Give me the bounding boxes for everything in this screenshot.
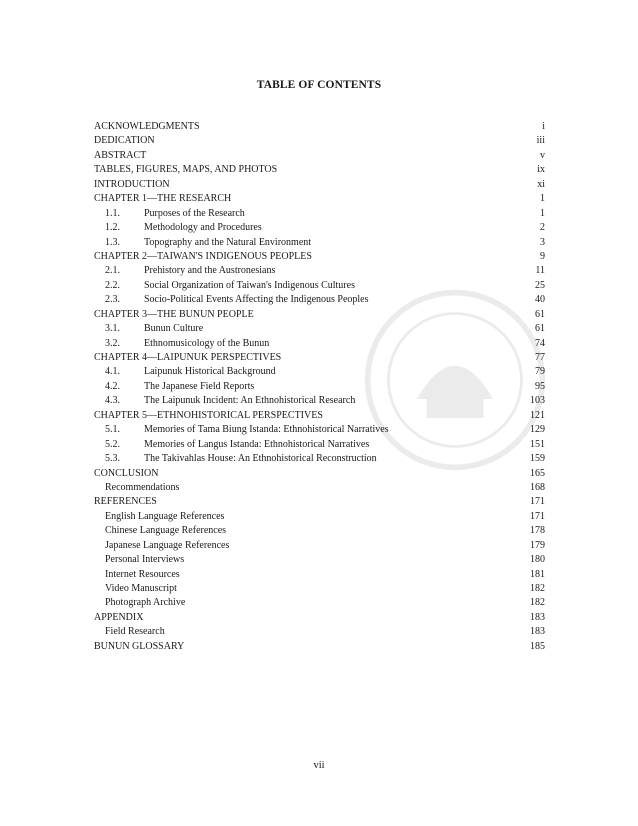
toc-entry [94,438,545,452]
toc-entry [94,207,545,221]
toc-entry [94,192,545,206]
toc-section-number: 3.1. [105,323,120,335]
toc-page-number: 129 [530,424,545,436]
toc-section-number: 2.2. [105,279,120,291]
toc-section-number: 4.2. [105,380,120,392]
toc-page-number: 151 [530,438,545,450]
toc-entry [94,178,545,192]
toc-page-number: 121 [530,409,545,421]
toc-page-number: ix [537,164,545,176]
toc-entry-title: Chinese Language References [105,525,227,537]
toc-entry [94,481,545,495]
toc-page-number: 95 [535,380,545,392]
toc-entry-title: Memories of Langus Istanda: Ethnohistorical Narratives [144,438,370,450]
toc-page-number: 9 [540,250,545,262]
toc-page-number: 168 [530,481,545,493]
toc-entry [94,337,545,351]
toc-section-number: 4.1. [105,366,120,378]
toc-page-number: 181 [530,568,545,580]
toc-entry-title: Personal Interviews [105,554,185,566]
toc-entry [94,467,545,481]
toc-entry [94,394,545,408]
toc-entry [94,279,545,293]
toc-entry [94,625,545,639]
toc-entry [94,351,545,365]
toc-entry-title: Video Manuscript [105,583,177,594]
toc-entry [94,524,545,538]
toc-entry-title: The Laipunuk Incident: An Ethnohistorical Research [144,395,356,407]
toc-entry-title: Purposes of the Research [144,207,245,219]
toc-page-number: v [540,149,545,161]
toc-entry-title: Socio-Political Events Affecting the Indigenous Peoples [144,294,369,306]
toc-entry [94,582,545,596]
toc-page-number: 180 [530,554,545,566]
toc-page-number: 3 [540,236,545,248]
toc-entry-title: Bunun Culture [144,323,204,335]
toc-page-number: 159 [530,453,545,465]
toc-page-number: 11 [535,265,545,277]
toc-entry [94,134,545,148]
toc-entry [94,236,545,250]
toc-entry-title: DEDICATION [94,135,155,147]
toc-page-number: 183 [530,611,545,623]
page-number: vii [313,760,325,771]
toc-entry-title: Field Research [105,626,165,638]
toc-entry [94,322,545,336]
toc-page-number: xi [537,178,545,190]
toc-entry [94,149,545,163]
toc-entry-title: REFERENCES [94,496,157,508]
toc-page-number: 74 [535,337,545,349]
toc-entry [94,308,545,322]
toc-page-number: 2 [540,222,545,234]
toc-entry-title: Recommendations [105,481,180,493]
toc-page-number: 171 [530,496,545,508]
toc-entry [94,553,545,567]
toc-entry-title: Laipunuk Historical Background [144,366,276,378]
toc-entry [94,250,545,264]
toc-page-number: 185 [530,640,545,652]
toc-entry-title: CHAPTER 3—THE BUNUN PEOPLE [94,308,254,320]
toc-entry [94,539,545,553]
toc-page-number: 61 [535,308,545,320]
toc-entry-title: CHAPTER 4—LAIPUNUK PERSPECTIVES [94,352,282,363]
toc-page-number: 25 [535,279,545,291]
toc-entry-title: Social Organization of Taiwan's Indigenous Cultures [144,279,355,291]
toc-page-number: 1 [540,193,545,205]
toc-page-number: 79 [535,366,545,378]
toc-entry [94,510,545,524]
toc-entry-title: APPENDIX [94,611,144,623]
toc-entry [94,163,545,177]
toc-entry-title: CONCLUSION [94,467,159,479]
toc-entry-title: Memories of Tama Biung Istanda: Ethnohistorical Narratives [144,424,389,436]
toc-entry [94,640,545,654]
toc-entry-title: Internet Resources [105,568,180,580]
toc-entry-title: CHAPTER 5—ETHNOHISTORICAL PERSPECTIVES [94,409,323,421]
toc-entry-title: The Takivahlas House: An Ethnohistorical Reconstruction [144,453,377,465]
toc-entry-title: Topography and the Natural Environment [144,236,312,248]
toc-entry [94,365,545,379]
toc-entry [94,120,545,134]
toc-page-number: 77 [535,352,545,363]
toc-section-number: 5.3. [105,453,120,465]
toc-page-number: 61 [535,323,545,335]
toc-entry [94,409,545,423]
toc-entry [94,264,545,278]
toc-section-number: 2.3. [105,294,120,306]
toc-page-number: i [542,121,545,132]
toc-entry [94,596,545,610]
toc-entry-title: INTRODUCTION [94,178,170,190]
toc-section-number: 1.1. [105,207,120,219]
toc-entry-title: The Japanese Field Reports [144,380,255,392]
toc-entry-title: ABSTRACT [94,149,147,161]
toc-entry-title: CHAPTER 1—THE RESEARCH [94,193,232,205]
toc-entry [94,423,545,437]
toc-page-number: 182 [530,597,545,609]
toc-section-number: 5.1. [105,424,120,436]
toc-entry-title: Methodology and Procedures [144,222,262,234]
toc-page-number: 171 [530,510,545,522]
toc-page-number: 178 [530,525,545,537]
toc-section-number: 1.3. [105,236,120,248]
toc-page-number: iii [536,135,545,147]
toc-entry [94,568,545,582]
toc-section-number: 4.3. [105,395,120,407]
toc-section-number: 1.2. [105,222,120,234]
toc-section-number: 5.2. [105,438,120,450]
toc-section-number: 2.1. [105,265,120,277]
toc-page-number: 165 [530,467,545,479]
toc-entry-title: BUNUN GLOSSARY [94,640,185,652]
toc-page-number: 1 [540,207,545,219]
toc-entry-title: Prehistory and the Austronesians [144,265,276,277]
toc-entry [94,221,545,235]
toc-page-number: 103 [530,395,545,407]
toc-entry-title: ACKNOWLEDGMENTS [94,121,200,132]
toc-entry-title: CHAPTER 2—TAIWAN'S INDIGENOUS PEOPLES [94,250,312,262]
toc-entry-title: Japanese Language References [105,539,230,551]
toc-entry [94,293,545,307]
toc-entry [94,380,545,394]
toc-entry-title: Photograph Archive [105,597,186,609]
toc-section-number: 3.2. [105,337,120,349]
toc-page-number: 40 [535,294,545,306]
table-of-contents [94,120,545,654]
toc-entry-title: Ethnomusicology of the Bunun [144,337,270,349]
toc-entry-title: TABLES, FIGURES, MAPS, AND PHOTOS [94,164,278,176]
toc-entry-title: English Language References [105,510,225,522]
toc-entry [94,611,545,625]
page-title: TABLE OF CONTENTS [256,79,382,91]
toc-page-number: 182 [530,583,545,594]
toc-entry [94,495,545,509]
toc-page-number: 183 [530,626,545,638]
toc-page-number: 179 [530,539,545,551]
toc-entry [94,452,545,466]
